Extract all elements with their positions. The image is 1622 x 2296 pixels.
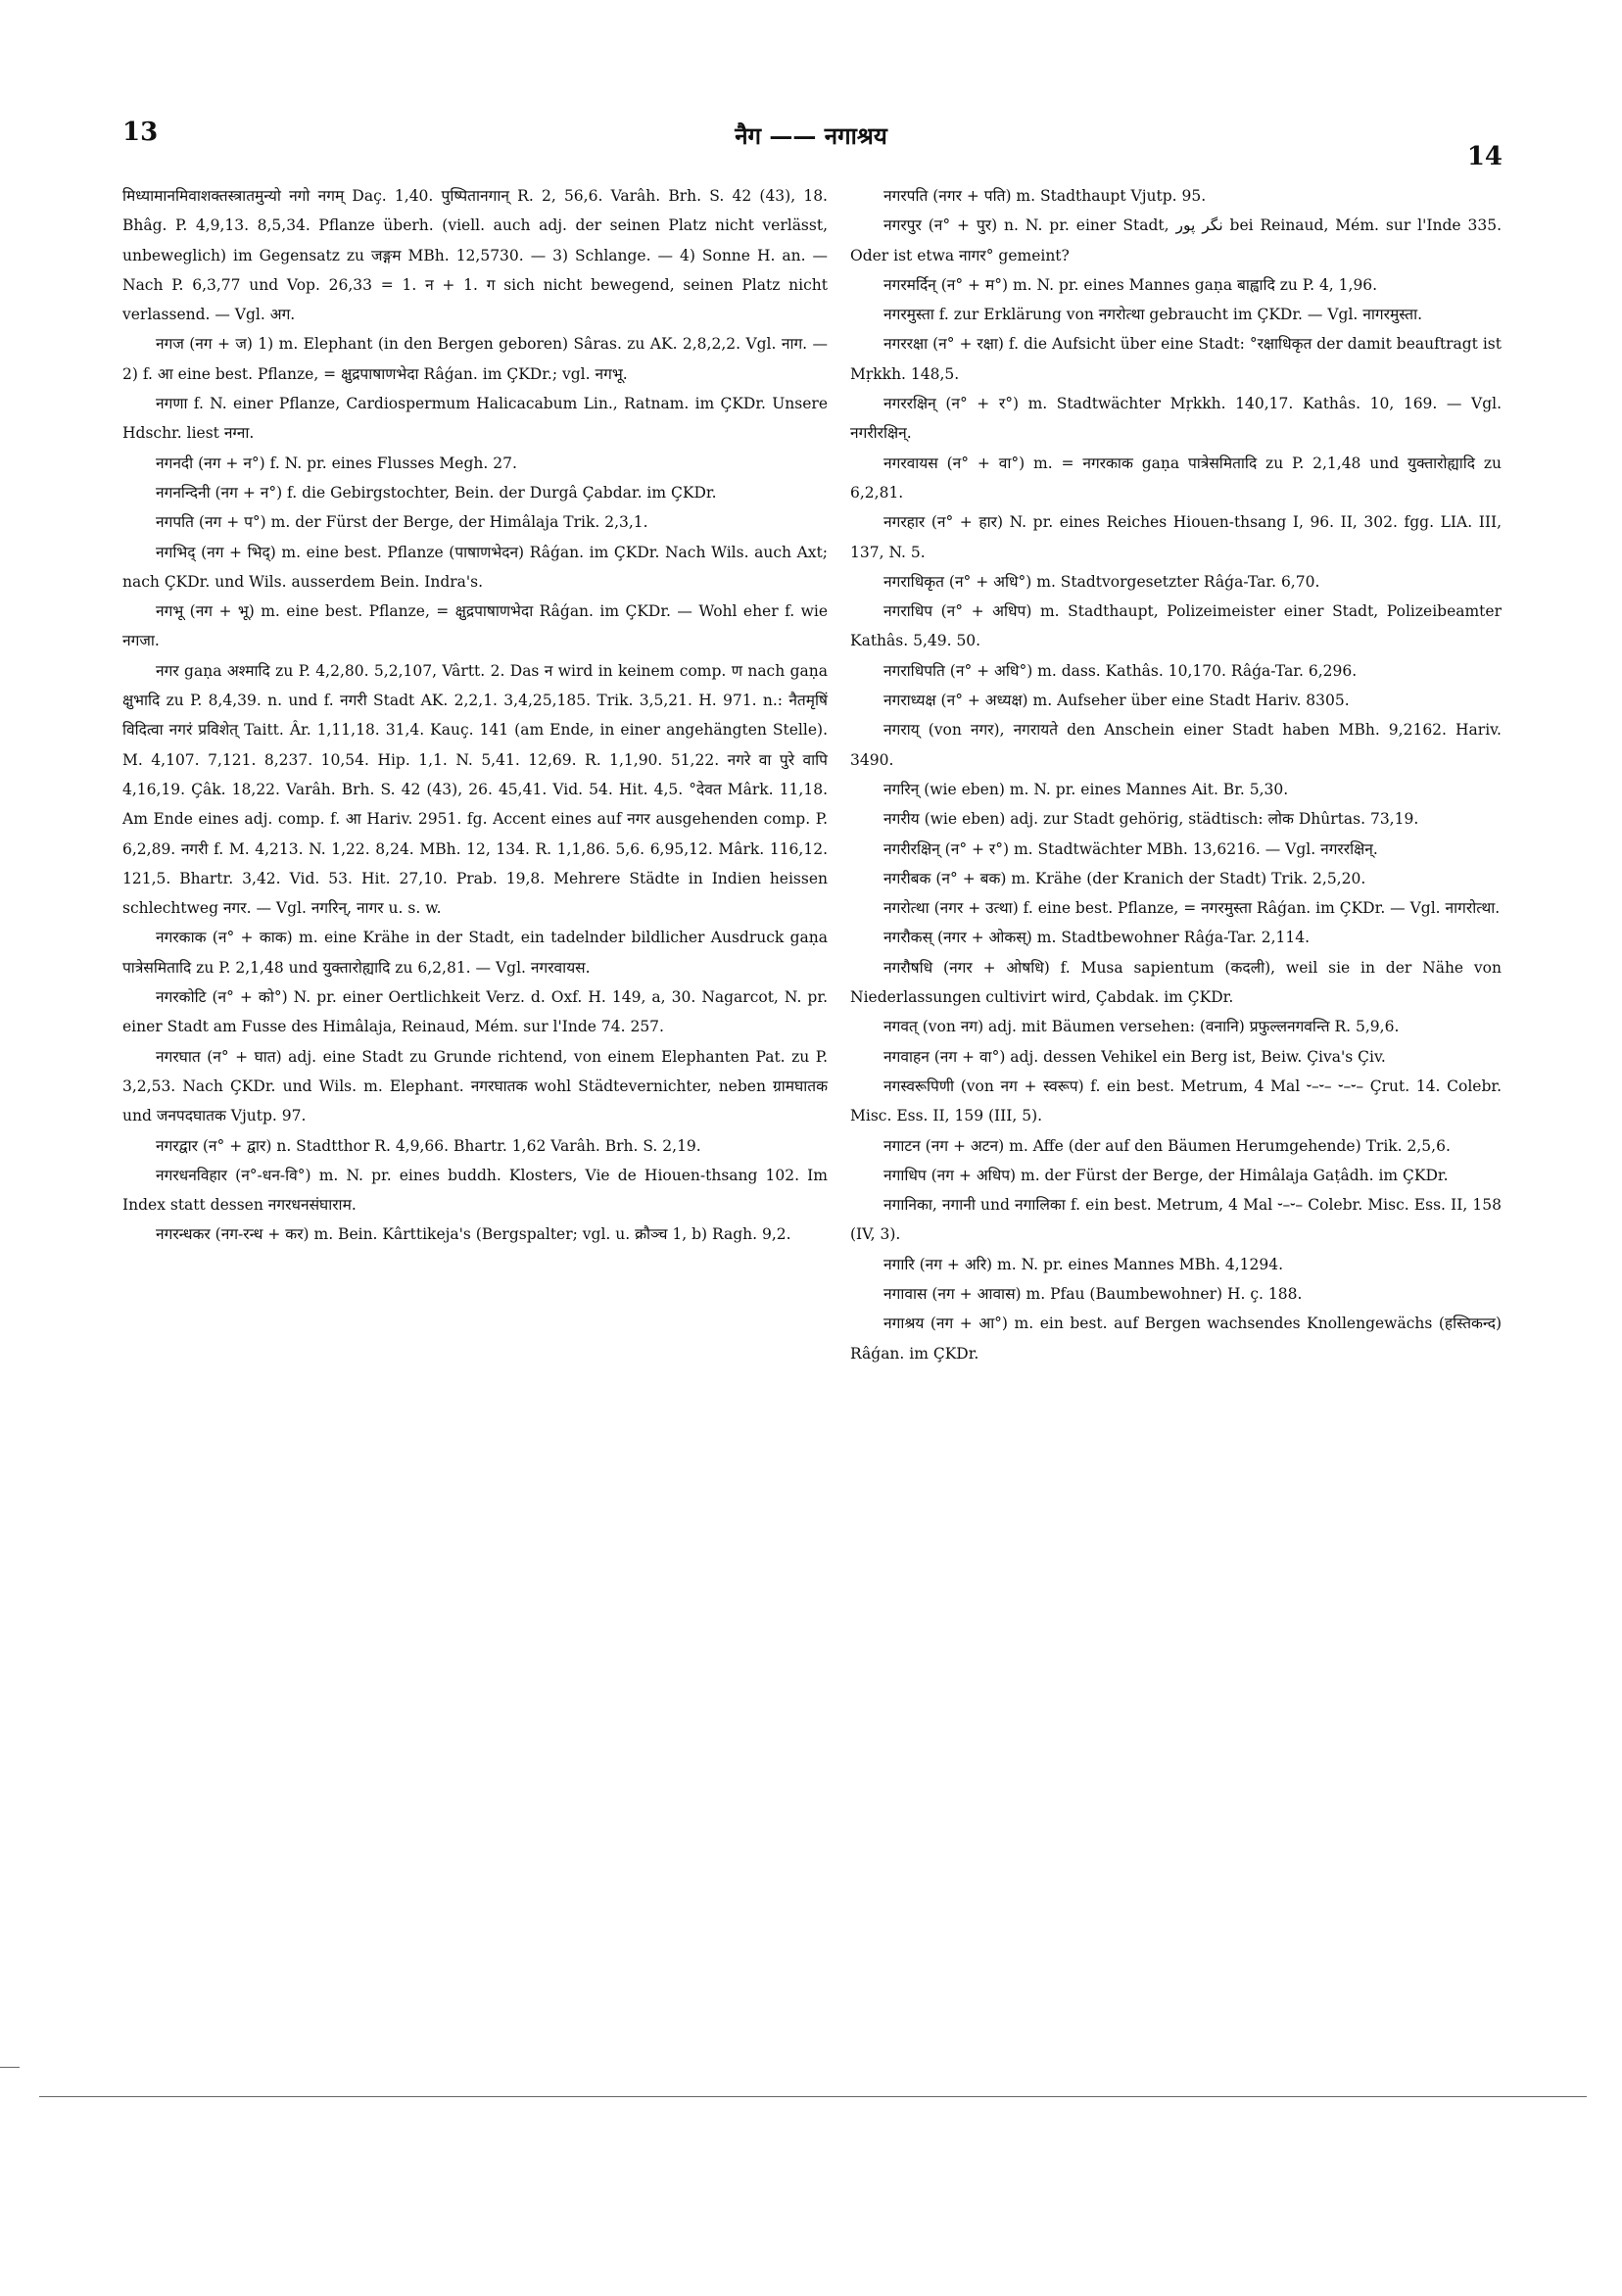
entry: नगरौषधि (नगर + ओषधि) f. Musa sapientum (कदली), weil sie in der Nähe von Niederlassungen cultivirt wird, Çabdak. im ÇKDr.: [850, 958, 1502, 1007]
entry: नगरधनविहार (न°-धन-वि°) m. N. pr. eines buddh. Klosters, Vie de Hiouen-thsang 102. Im Index statt dessen नगरधनसंघाराम.: [122, 1166, 828, 1215]
bottom-rule: [39, 2096, 1587, 2097]
entry: नगराय् (von नगर), नगरायते den Anschein einer Stadt haben MBh. 9,2162. Hariv. 3490.: [850, 721, 1502, 769]
page-number-left: 13: [122, 118, 159, 147]
entry: नगज (नग + ज) 1) m. Elephant (in den Bergen geboren) Sâras. zu AK. 2,8,2,2. Vgl. नाग. — 2) f. आ eine best. Pflanze, = क्षुद्रपाषाणभेदा Râǵan. im ÇKDr.; vgl. नगभू.: [122, 335, 828, 383]
entry: नगवाहन (नग + वा°) adj. dessen Vehikel ein Berg ist, Beiw. Çiva's Çiv.: [883, 1047, 1386, 1066]
entry: नगरकाक (न° + काक) m. eine Krähe in der Stadt, ein tadelnder bildlicher Ausdruck gaṇa पात्रेसमितादि zu P. 2,1,48 und युक्तारोह्यादि zu 6,2,81. — Vgl. नगरवायस.: [122, 929, 828, 977]
entry: नगरन्धकर (नग-रन्ध + कर) m. Bein. Kârttikeja's (Bergspalter; vgl. u. क्रौञ्च 1, b) Ragh. 9,2.: [156, 1225, 791, 1244]
entry: नगरहार (न° + हार) N. pr. eines Reiches Hiouen-thsang I, 96. II, 302. fgg. LIA. III, 137, N. 5.: [850, 513, 1502, 561]
entry: नगर gaṇa अश्मादि zu P. 4,2,80. 5,2,107, Vârtt. 2. Das न wird in keinem comp. ण nach gaṇa क्षुभादि zu P. 8,4,39. n. und f. नगरी Stadt AK. 2,2,1. 3,4,25,185. Trik. 3,5,21. H. 971. n.: नैतमृषिं विदित्वा नगरं प्रविशेत् Taitt. Âr. 1,11,18. 31,4. Kauç. 141 (am Ende, in einer angehängten Stelle). M. 4,107. 7,121. 8,237. 10,54. Hip. 1,1. N. 5,41. 12,69. R. 1,1,90. 51,22. नगरे वा पुरे वापि 4,16,19. Çâk. 18,22. Varâh. Brh. S. 42 (43), 26. 45,41. Vid. 54. Hit. 4,5. °देवत Mârk. 11,18. Am Ende eines adj. comp. f. आ Hariv. 2951. fg. Accent eines auf नगर ausgehenden comp. P. 6,2,89. नगरी f. M. 4,213. N. 1,22. 8,24. MBh. 12, 134. R. 1,1,86. 5,6. 6,95,12. Mârk. 116,12. 121,5. Bhartr. 3,42. Vid. 53. Hit. 27,10. Prab. 19,8. Mehrere Städte in Indien heissen schlechtweg नगर. — Vgl. नगरिन्, नागर u. s. w.: [122, 661, 828, 918]
entry: नगरघात (न° + घात) adj. eine Stadt zu Grunde richtend, von einem Elephanten Pat. zu P. 3,2,53. Nach ÇKDr. und Wils. m. Elephant. नगरघातक wohl Städtevernichter, neben ग्रामघातक und जनपदघातक Vjutp. 97.: [122, 1047, 828, 1125]
entry: नगाधिप (नग + अधिप) m. der Fürst der Berge, der Himâlaja Gaṭâdh. im ÇKDr.: [883, 1166, 1449, 1184]
entry: नगराधिपति (न° + अधि°) m. dass. Kathâs. 10,170. Râǵa-Tar. 6,296.: [883, 661, 1358, 680]
entry: नगररक्षिन् (न° + र°) m. Stadtwächter Mṛkkh. 140,17. Kathâs. 10, 169. — Vgl. नगरीरक्षिन्.: [850, 395, 1502, 443]
entry: नगरद्वार (न° + द्वार) n. Stadtthor R. 4,9,66. Bhartr. 1,62 Varâh. Brh. S. 2,19.: [156, 1136, 701, 1155]
entry: नगरपुर (न° + पुर) n. N. pr. einer Stadt, نگر پور bei Reinaud, Mém. sur l'Inde 335. Oder ist etwa नागर° gemeint?: [850, 216, 1502, 264]
entry: नगरीय (wie eben) adj. zur Stadt gehörig, städtisch: लोक Dhûrtas. 73,19.: [883, 810, 1419, 829]
entry: नगनन्दिनी (नग + न°) f. die Gebirgstochter, Bein. der Durgâ Çabdar. im ÇKDr.: [156, 483, 717, 502]
entry: नगराध्यक्ष (न° + अध्यक्ष) m. Aufseher über eine Stadt Hariv. 8305.: [883, 692, 1350, 710]
entry: नगरौकस् (नगर + ओकस्) m. Stadtbewohner Râǵa-Tar. 2,114.: [883, 929, 1311, 947]
entry: नगराधिप (न° + अधिप) m. Stadthaupt, Polizeimeister einer Stadt, Polizeibeamter Kathâs. 5,49. 50.: [850, 602, 1502, 650]
entry: मिध्यामानमिवाशक्तस्त्रातमुन्यो नगो नगम् Daç. 1,40. पुष्पितानगान् R. 2, 56,6. Varâh. Brh. S. 42 (43), 18. Bhâg. P. 4,9,13. 8,5,34. Pflanze überh. (viell. auch adj. der seinen Platz nicht verlässt, unbeweglich) im Gegensatz zu जङ्गम MBh. 12,5730. — 3) Schlange. — 4) Sonne H. an. — Nach P. 6,3,77 und Vop. 26,33 = 1. न + 1. ग sich nicht bewegend, seinen Platz nicht verlassend. — Vgl. अग.: [122, 187, 828, 324]
entry: नगाटन (नग + अटन) m. Affe (der auf den Bäumen Herumgehende) Trik. 2,5,6.: [883, 1136, 1451, 1155]
entry: नगपति (नग + प°) m. der Fürst der Berge, der Himâlaja Trik. 2,3,1.: [156, 513, 648, 532]
entry: नगराधिकृत (न° + अधि°) m. Stadtvorgesetzter Râǵa-Tar. 6,70.: [883, 572, 1320, 591]
entry: नगरिन् (wie eben) m. N. pr. eines Mannes Ait. Br. 5,30.: [883, 780, 1289, 798]
left-column: [122, 181, 828, 1250]
entry: नगाश्रय (नग + आ°) m. ein best. auf Bergen wachsendes Knollengewächs (हस्तिकन्द) Râǵan. im ÇKDr.: [850, 1315, 1502, 1363]
entry: नगारि (नग + अरि) m. N. pr. eines Mannes MBh. 4,1294.: [883, 1255, 1284, 1273]
entry: नगरीबक (न° + बक) m. Krähe (der Kranich der Stadt) Trik. 2,5,20.: [883, 869, 1366, 887]
page-number-right: 14: [1466, 142, 1503, 171]
right-column: [850, 181, 1502, 1368]
entry: नगभू (नग + भू) m. eine best. Pflanze, = क्षुद्रपाषाणभेदा Râǵan. im ÇKDr. — Wohl eher f. wie नगजा.: [122, 602, 828, 650]
entry: नगरवायस (न° + वा°) m. = नगरकाक gaṇa पात्रेसमितादि zu P. 2,1,48 und युक्तारोह्यादि zu 6,2,81.: [850, 454, 1502, 502]
entry: नगरमुस्ता f. zur Erklärung von नगरोत्था gebraucht im ÇKDr. — Vgl. नागरमुस्ता.: [883, 306, 1423, 324]
margin-tick: [0, 2067, 20, 2068]
entry: नगवत् (von नग) adj. mit Bäumen versehen: (वनानि) प्रफुल्लनगवन्ति R. 5,9,6.: [883, 1018, 1400, 1036]
entry: नगणा f. N. einer Pflanze, Cardiospermum Halicacabum Lin., Ratnam. im ÇKDr. Unsere Hdschr. liest नग्ना.: [122, 395, 828, 443]
entry: नगररक्षा (न° + रक्षा) f. die Aufsicht über eine Stadt: °रक्षाधिकृत der damit beauftragt ist Mṛkkh. 148,5.: [850, 335, 1502, 383]
entry: नगभिद् (नग + भिद्) m. eine best. Pflanze (पाषाणभेदन) Râǵan. im ÇKDr. Nach Wils. auch Axt; nach ÇKDr. und Wils. ausserdem Bein. Indra's.: [122, 543, 828, 591]
entry: नगरपति (नगर + पति) m. Stadthaupt Vjutp. 95.: [883, 187, 1207, 205]
entry: नगानिका, नगानी und नगालिका f. ein best. Metrum, 4 Mal ⏑–⏑– Colebr. Misc. Ess. II, 158 (IV, 3).: [850, 1196, 1502, 1244]
running-title: नैग —— नगाश्रय: [735, 121, 887, 150]
entry: नगावास (नग + आवास) m. Pfau (Baumbewohner) H. ç. 188.: [883, 1284, 1303, 1303]
entry: नगरोत्था (नगर + उत्था) f. eine best. Pflanze, = नगरमुस्ता Râǵan. im ÇKDr. — Vgl. नागरोत्था.: [883, 899, 1501, 918]
entry: नगनदी (नग + न°) f. N. pr. eines Flusses Megh. 27.: [156, 454, 517, 472]
entry: नगरमर्दिन् (न° + म°) m. N. pr. eines Mannes gaṇa बाह्वादि zu P. 4, 1,96.: [883, 275, 1378, 294]
entry: नगरकोटि (न° + को°) N. pr. einer Oertlichkeit Verz. d. Oxf. H. 149, a, 30. Nagarcot, N. pr. einer Stadt am Fusse des Himâlaja, Reinaud, Mém. sur l'Inde 74. 257.: [122, 988, 828, 1036]
entry: नगस्वरूपिणी (von नग + स्वरूप) f. ein best. Metrum, 4 Mal ⏑–⏑– ⏑–⏑– Çrut. 14. Colebr. Misc. Ess. II, 159 (III, 5).: [850, 1076, 1502, 1125]
entry: नगरीरक्षिन् (न° + र°) m. Stadtwächter MBh. 13,6216. — Vgl. नगररक्षिन्.: [883, 839, 1378, 858]
